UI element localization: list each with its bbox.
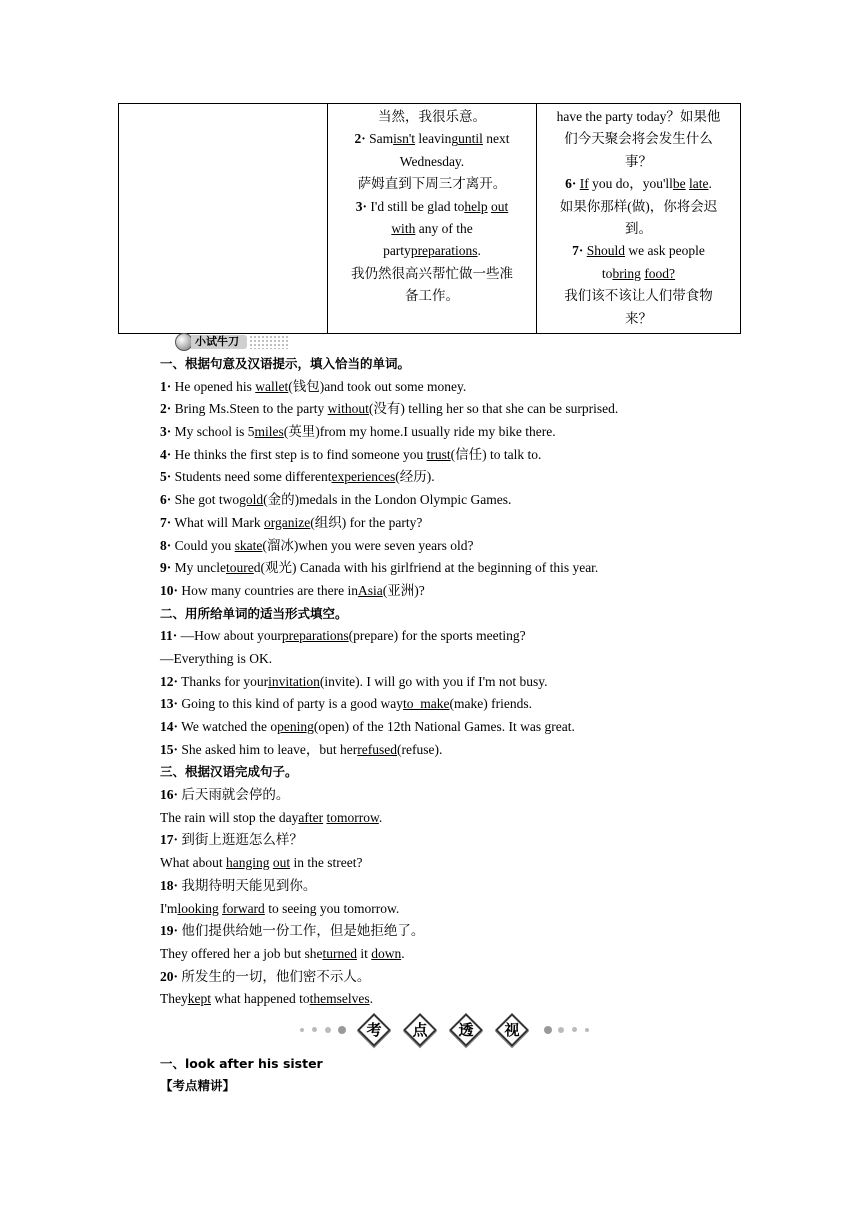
text-line: 们今天聚会将会发生什么 <box>564 131 713 147</box>
section-heading: 一、根据句意及汉语提示，填入恰当的单词。 <box>160 356 411 371</box>
text-line: Wednesday. <box>399 153 465 169</box>
question-20: 20· 所发生的一切，他们密不示人。 <box>160 968 371 984</box>
phrase-table <box>118 103 741 334</box>
question-11: 11· —How about yourpreparations(prepare) for the sports meeting? <box>160 628 526 644</box>
text-line: 7· Should we ask people <box>572 243 705 259</box>
answer-17: What about hanging out in the street? <box>160 855 363 871</box>
answer-16: The rain will stop the dayafter tomorrow. <box>160 809 383 825</box>
section-badge <box>175 333 289 351</box>
dot-decoration <box>338 1026 346 1034</box>
question-6: 6· She got twogold(金的)medals in the London Olympic Games. <box>160 492 512 508</box>
question-18: 18· 我期待明天能见到你。 <box>160 877 317 893</box>
answer-18: I'mlooking forward to seeing you tomorrow. <box>160 900 400 916</box>
question-9: 9· My uncletoured(观光) Canada with his girlfriend at the beginning of this year. <box>160 560 599 576</box>
question-8: 8· Could you skate(溜冰)when you were seven years old? <box>160 537 474 553</box>
text-line: 6· If you do，you'llbe late. <box>565 176 712 192</box>
text-line: 如果你那样(做)，你将会迟 <box>559 198 718 214</box>
table-cell-col3 <box>537 104 741 334</box>
text-line: 到。 <box>625 221 652 237</box>
dot-decoration <box>572 1027 577 1032</box>
question-4: 4· He thinks the first step is to find someone you trust(信任) to talk to. <box>160 446 542 462</box>
dots-decoration <box>249 335 289 349</box>
section-heading: 二、用所给单词的适当形式填空。 <box>160 605 348 621</box>
answer-19: They offered her a job but sheturned it down. <box>160 945 405 961</box>
dot-decoration <box>300 1028 304 1032</box>
question-1: 1· He opened his wallet(钱包)and took out some money. <box>160 378 467 394</box>
text-line: with any of the <box>391 221 473 237</box>
text-line: 事？ <box>625 153 652 169</box>
text-line: 当然，我很乐意。 <box>378 109 486 124</box>
topic-heading: 一、look after his sister <box>160 1056 323 1071</box>
question-17: 17· 到街上逛逛怎么样？ <box>160 832 303 848</box>
question-13: 13· Going to this kind of party is a good wayto make(make) friends. <box>160 696 532 712</box>
question-14: 14· We watched the opening(open) of the 12th National Games. It was great. <box>160 719 575 734</box>
dot-decoration <box>585 1028 589 1032</box>
question-10: 10· How many countries are there inAsia(亚洲)? <box>160 582 425 598</box>
question-5: 5· Students need some differentexperiences(经历). <box>160 469 435 485</box>
banner-char-box: 考 <box>358 1014 390 1046</box>
dot-decoration <box>312 1027 317 1032</box>
text-line: 2· Samisn't leavinguntil next <box>354 131 510 147</box>
banner-char-box: 视 <box>496 1014 528 1046</box>
section-banner <box>300 1010 600 1050</box>
question-12: 12· Thanks for yourinvitation(invite). I will go with you if I'm not busy. <box>160 673 548 689</box>
question-7: 7· What will Mark organize(组织) for the party? <box>160 514 423 530</box>
exercise-body <box>160 353 760 1011</box>
question-2: 2· Bring Ms.Steen to the party without(没有) telling her so that she can be surprised. <box>160 401 619 417</box>
dot-decoration <box>558 1027 564 1033</box>
answer-line: —Everything is OK. <box>160 650 273 666</box>
question-19: 19· 他们提供给她一份工作，但是她拒绝了。 <box>160 923 425 939</box>
table-cell-empty <box>119 104 328 334</box>
dot-decoration <box>325 1027 331 1033</box>
text-line: 3· I'd still be glad tohelp out <box>355 198 509 214</box>
text-line: 来？ <box>625 310 652 326</box>
question-3: 3· My school is 5miles(英里)from my home.I usually ride my bike there. <box>160 424 556 440</box>
banner-char-box: 透 <box>450 1014 482 1046</box>
text-line: tobring food? <box>601 265 676 281</box>
question-15: 15· She asked him to leave，but herrefused(refuse). <box>160 741 443 757</box>
text-line: 我仍然很高兴帮忙做一些准 <box>351 265 513 281</box>
question-16: 16· 后天雨就会停的。 <box>160 787 290 803</box>
section-heading: 三、根据汉语完成句子。 <box>160 764 298 780</box>
answer-20: Theykept what happened tothemselves. <box>160 991 373 1007</box>
badge-label: 小试牛刀 <box>191 335 247 349</box>
table-cell-col2 <box>328 104 537 334</box>
dot-decoration <box>544 1026 552 1034</box>
banner-char-box: 点 <box>404 1014 436 1046</box>
text-line: 我们该不该让人们带食物 <box>564 288 713 304</box>
topic-subheading: 【考点精讲】 <box>160 1078 236 1093</box>
text-line: partypreparations. <box>383 243 481 259</box>
text-line: have the party today？如果他 <box>556 109 721 124</box>
text-line: 备工作。 <box>405 288 459 304</box>
text-line: 萨姆直到下周三才离开。 <box>357 176 507 192</box>
